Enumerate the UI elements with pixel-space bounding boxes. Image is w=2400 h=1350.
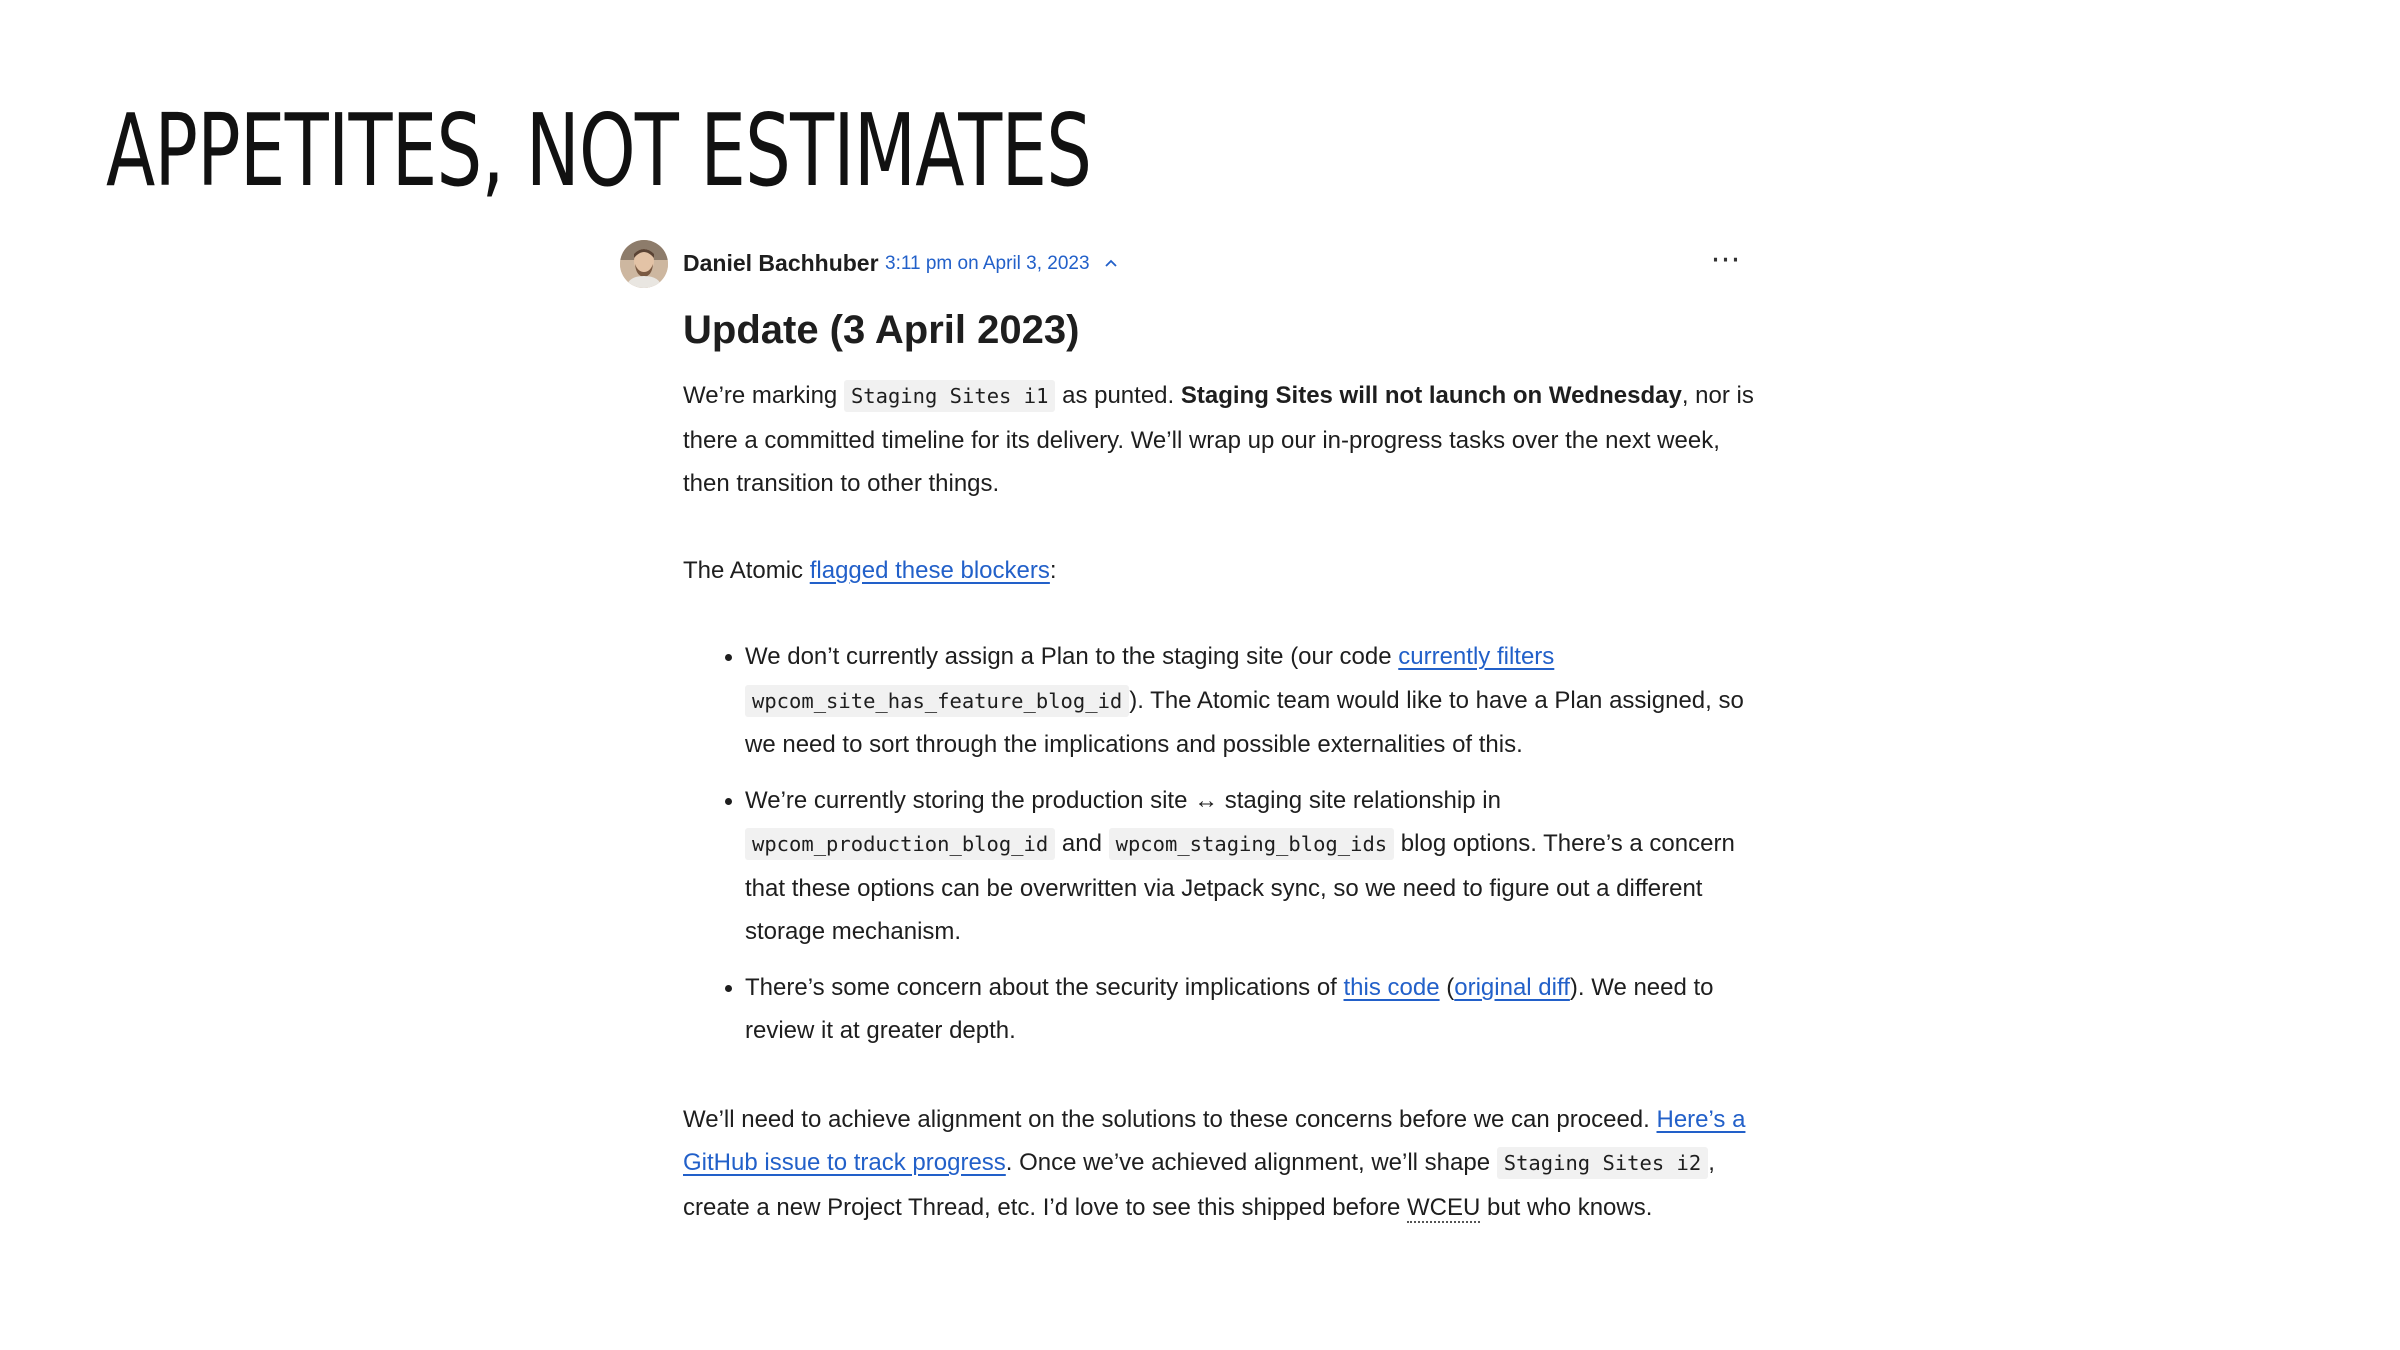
author-avatar[interactable] (620, 240, 668, 288)
atomic-paragraph (683, 549, 1773, 593)
code-staging-blog-ids: wpcom_staging_blog_ids (1109, 828, 1395, 860)
blocker-3-text-3: ). We need to review it at greater depth. (745, 973, 1714, 1044)
closing-text-1: We’ll need to achieve alignment on the solutions to these concerns before we can proceed. (683, 1105, 1657, 1133)
code-staging-sites-i2: Staging Sites i2 (1497, 1147, 1708, 1179)
blocker-3-text-1: There’s some concern about the security implications of (745, 973, 1344, 1001)
currently-filters-link[interactable]: currently filters (1398, 643, 1555, 670)
code-production-blog-id: wpcom_production_blog_id (745, 828, 1055, 860)
intro-text-3: , nor is there a committed timeline for its delivery. We’ll wrap up our in-progress tasks over the next week, then transition to other things. (683, 382, 1754, 497)
this-code-link[interactable]: this code (1343, 973, 1440, 1001)
chevron-up-icon[interactable] (1102, 254, 1120, 272)
intro-text-2: as punted. (1055, 382, 1181, 409)
flagged-blockers-link[interactable]: flagged these blockers (809, 556, 1050, 584)
intro-paragraph (683, 374, 1773, 506)
blocker-2-text-3: blog options. There’s a concern that these options can be overwritten via Jetpack sync, so we need to figure out a different storage mechanism. (745, 830, 1735, 945)
ellipsis-icon: ⋯ (1710, 243, 1742, 276)
list-item (745, 635, 1773, 767)
closing-text-3: , create a new Project Thread, etc. I’d love to see this shipped before (683, 1149, 1715, 1221)
closing-paragraph (683, 1098, 1773, 1230)
closing-text-2: . Once we’ve achieved alignment, we’ll shape (1005, 1149, 1497, 1176)
original-diff-link[interactable]: original diff (1454, 973, 1570, 1001)
post-timestamp-link[interactable]: 3:11 pm on April 3, 2023 (885, 253, 1090, 274)
author-name[interactable]: Daniel Bachhuber (683, 250, 879, 276)
code-staging-sites-i1: Staging Sites i1 (844, 380, 1055, 412)
intro-bold-statement: Staging Sites will not launch on Wednesday (1180, 382, 1682, 409)
intro-text-1: We’re marking (683, 382, 844, 409)
post-meta (620, 238, 1748, 294)
blocker-1-text-1: We don’t currently assign a Plan to the staging site (our code (745, 643, 1399, 670)
list-item (745, 966, 1773, 1053)
github-issue-link[interactable]: Here’s a GitHub issue to track progress (683, 1105, 1746, 1176)
code-site-has-feature: wpcom_site_has_feature_blog_id (745, 685, 1129, 717)
atomic-text-1: The Atomic (683, 556, 810, 584)
atomic-text-2: : (1049, 556, 1057, 584)
avatar-icon (620, 240, 668, 288)
blocker-3-text-2: ( (1439, 973, 1455, 1001)
list-item (745, 779, 1773, 954)
post (620, 238, 1754, 1229)
more-options-button[interactable] (1708, 242, 1744, 278)
blockers-list (683, 635, 1773, 1053)
blocker-2-text-2: and (1055, 830, 1109, 857)
post-body (683, 304, 1773, 1229)
wceu-abbreviation[interactable]: WCEU (1406, 1193, 1481, 1221)
closing-text-4: but who knows. (1480, 1193, 1653, 1221)
blocker-2-text-1: We’re currently storing the production site ↔ staging site relationship in (745, 786, 1501, 814)
slide-title: APPETITES, NOT ESTIMATES (106, 92, 1092, 209)
post-title: Update (3 April 2023) (683, 308, 1080, 352)
blocker-1-text-3: ). The Atomic team would like to have a Plan assigned, so we need to sort through the implications and possible externalities of this. (745, 686, 1744, 758)
